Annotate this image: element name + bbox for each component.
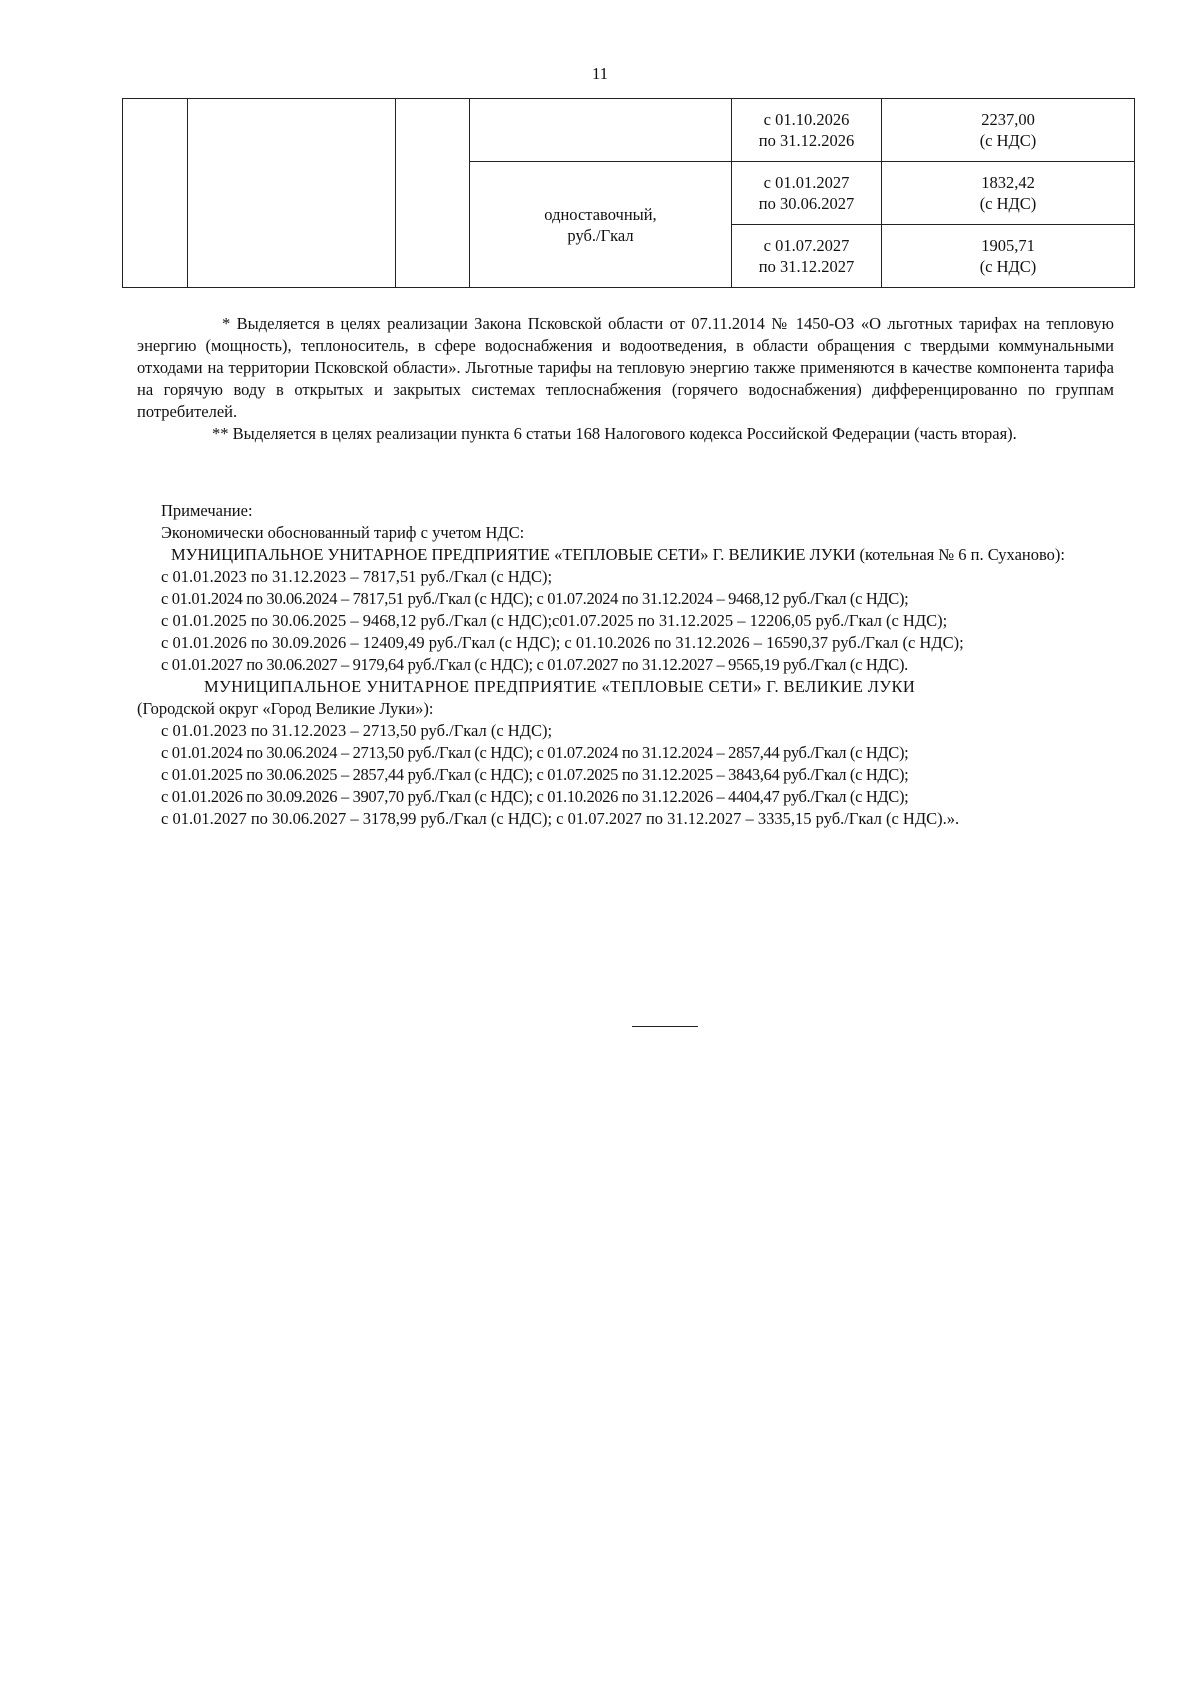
rate-type-cell: одноставочный, руб./Гкал (470, 162, 732, 288)
footnotes (137, 313, 1114, 445)
tariff-value-cell: 1905,71 (с НДС) (882, 225, 1135, 288)
org2-subtitle: (Городской округ «Город Великие Луки»): (137, 699, 434, 718)
page-number: 11 (591, 64, 609, 83)
table-cell-empty (123, 99, 188, 288)
footnote-single-star: * Выделяется в целях реализации Закона Псковской области от 07.11.2014 № 1450-ОЗ «О льготных тарифах на тепловую энергию (мощность), теплоноситель, в сфере водоснабжения и водоотведения, в области обращения с твердыми коммунальными отходами на территории Псковской области». Льготные тарифы на тепловую энергию также применяются в качестве компонента тарифа на горячую воду в открытых и закрытых системах теплоснабжения (горячего водоснабжения) дифференцированно по группам потребителей. (137, 314, 1114, 421)
org2-line: с 01.01.2024 по 30.06.2024 – 2713,50 руб./Гкал (с НДС); с 01.07.2024 по 31.12.2024 – 2857,44 руб./Гкал (с НДС); (161, 743, 909, 762)
org1-line: с 01.01.2027 по 30.06.2027 – 9179,64 руб./Гкал (с НДС); с 01.07.2027 по 31.12.2027 – 9565,19 руб./Гкал (с НДС). (161, 655, 908, 674)
note-block (137, 500, 1114, 830)
org2-line: с 01.01.2023 по 31.12.2023 – 2713,50 руб./Гкал (с НДС); (161, 721, 553, 740)
footnote-double-star: ** Выделяется в целях реализации пункта 6 статьи 168 Налогового кодекса Российской Федерации (часть вторая). (212, 424, 1017, 443)
table-cell-empty (396, 99, 470, 288)
org1-line: с 01.01.2023 по 31.12.2023 – 7817,51 руб./Гкал (с НДС); (161, 567, 553, 586)
org1-line: с 01.01.2025 по 30.06.2025 – 9468,12 руб./Гкал (с НДС);с01.07.2025 по 31.12.2025 – 12206,05 руб./Гкал (с НДС); (161, 611, 948, 630)
table-row (123, 99, 1135, 162)
tariff-value-cell: 1832,42 (с НДС) (882, 162, 1135, 225)
note-subheading: Экономически обоснованный тариф с учетом НДС: (161, 523, 525, 542)
period-cell: с 01.07.2027 по 31.12.2027 (732, 225, 882, 288)
org1-title: МУНИЦИПАЛЬНОЕ УНИТАРНОЕ ПРЕДПРИЯТИЕ «ТЕПЛОВЫЕ СЕТИ» Г. ВЕЛИКИЕ ЛУКИ (котельная № 6 п. Суханово): (171, 545, 1065, 564)
org1-line: с 01.01.2026 по 30.09.2026 – 12409,49 руб./Гкал (с НДС); с 01.10.2026 по 31.12.2026 – 16590,37 руб./Гкал (с НДС); (161, 633, 964, 652)
org1-line: с 01.01.2024 по 30.06.2024 – 7817,51 руб./Гкал (с НДС); с 01.07.2024 по 31.12.2024 – 9468,12 руб./Гкал (с НДС); (161, 589, 909, 608)
org2-line: с 01.01.2027 по 30.06.2027 – 3178,99 руб./Гкал (с НДС); с 01.07.2027 по 31.12.2027 – 3335,15 руб./Гкал (с НДС).». (161, 809, 960, 828)
table-cell-empty (188, 99, 396, 288)
period-cell: с 01.10.2026 по 31.12.2026 (732, 99, 882, 162)
end-separator-line (632, 1026, 698, 1027)
org2-line: с 01.01.2026 по 30.09.2026 – 3907,70 руб./Гкал (с НДС); с 01.10.2026 по 31.12.2026 – 4404,47 руб./Гкал (с НДС); (161, 787, 909, 806)
table-cell-empty (470, 99, 732, 162)
tariff-value-cell: 2237,00 (с НДС) (882, 99, 1135, 162)
note-heading: Примечание: (161, 501, 253, 520)
org2-line: с 01.01.2025 по 30.06.2025 – 2857,44 руб./Гкал (с НДС); с 01.07.2025 по 31.12.2025 – 3843,64 руб./Гкал (с НДС); (161, 765, 909, 784)
tariff-table (122, 98, 1135, 288)
period-cell: с 01.01.2027 по 30.06.2027 (732, 162, 882, 225)
org2-title: МУНИЦИПАЛЬНОЕ УНИТАРНОЕ ПРЕДПРИЯТИЕ «ТЕПЛОВЫЕ СЕТИ» Г. ВЕЛИКИЕ ЛУКИ (204, 677, 916, 696)
